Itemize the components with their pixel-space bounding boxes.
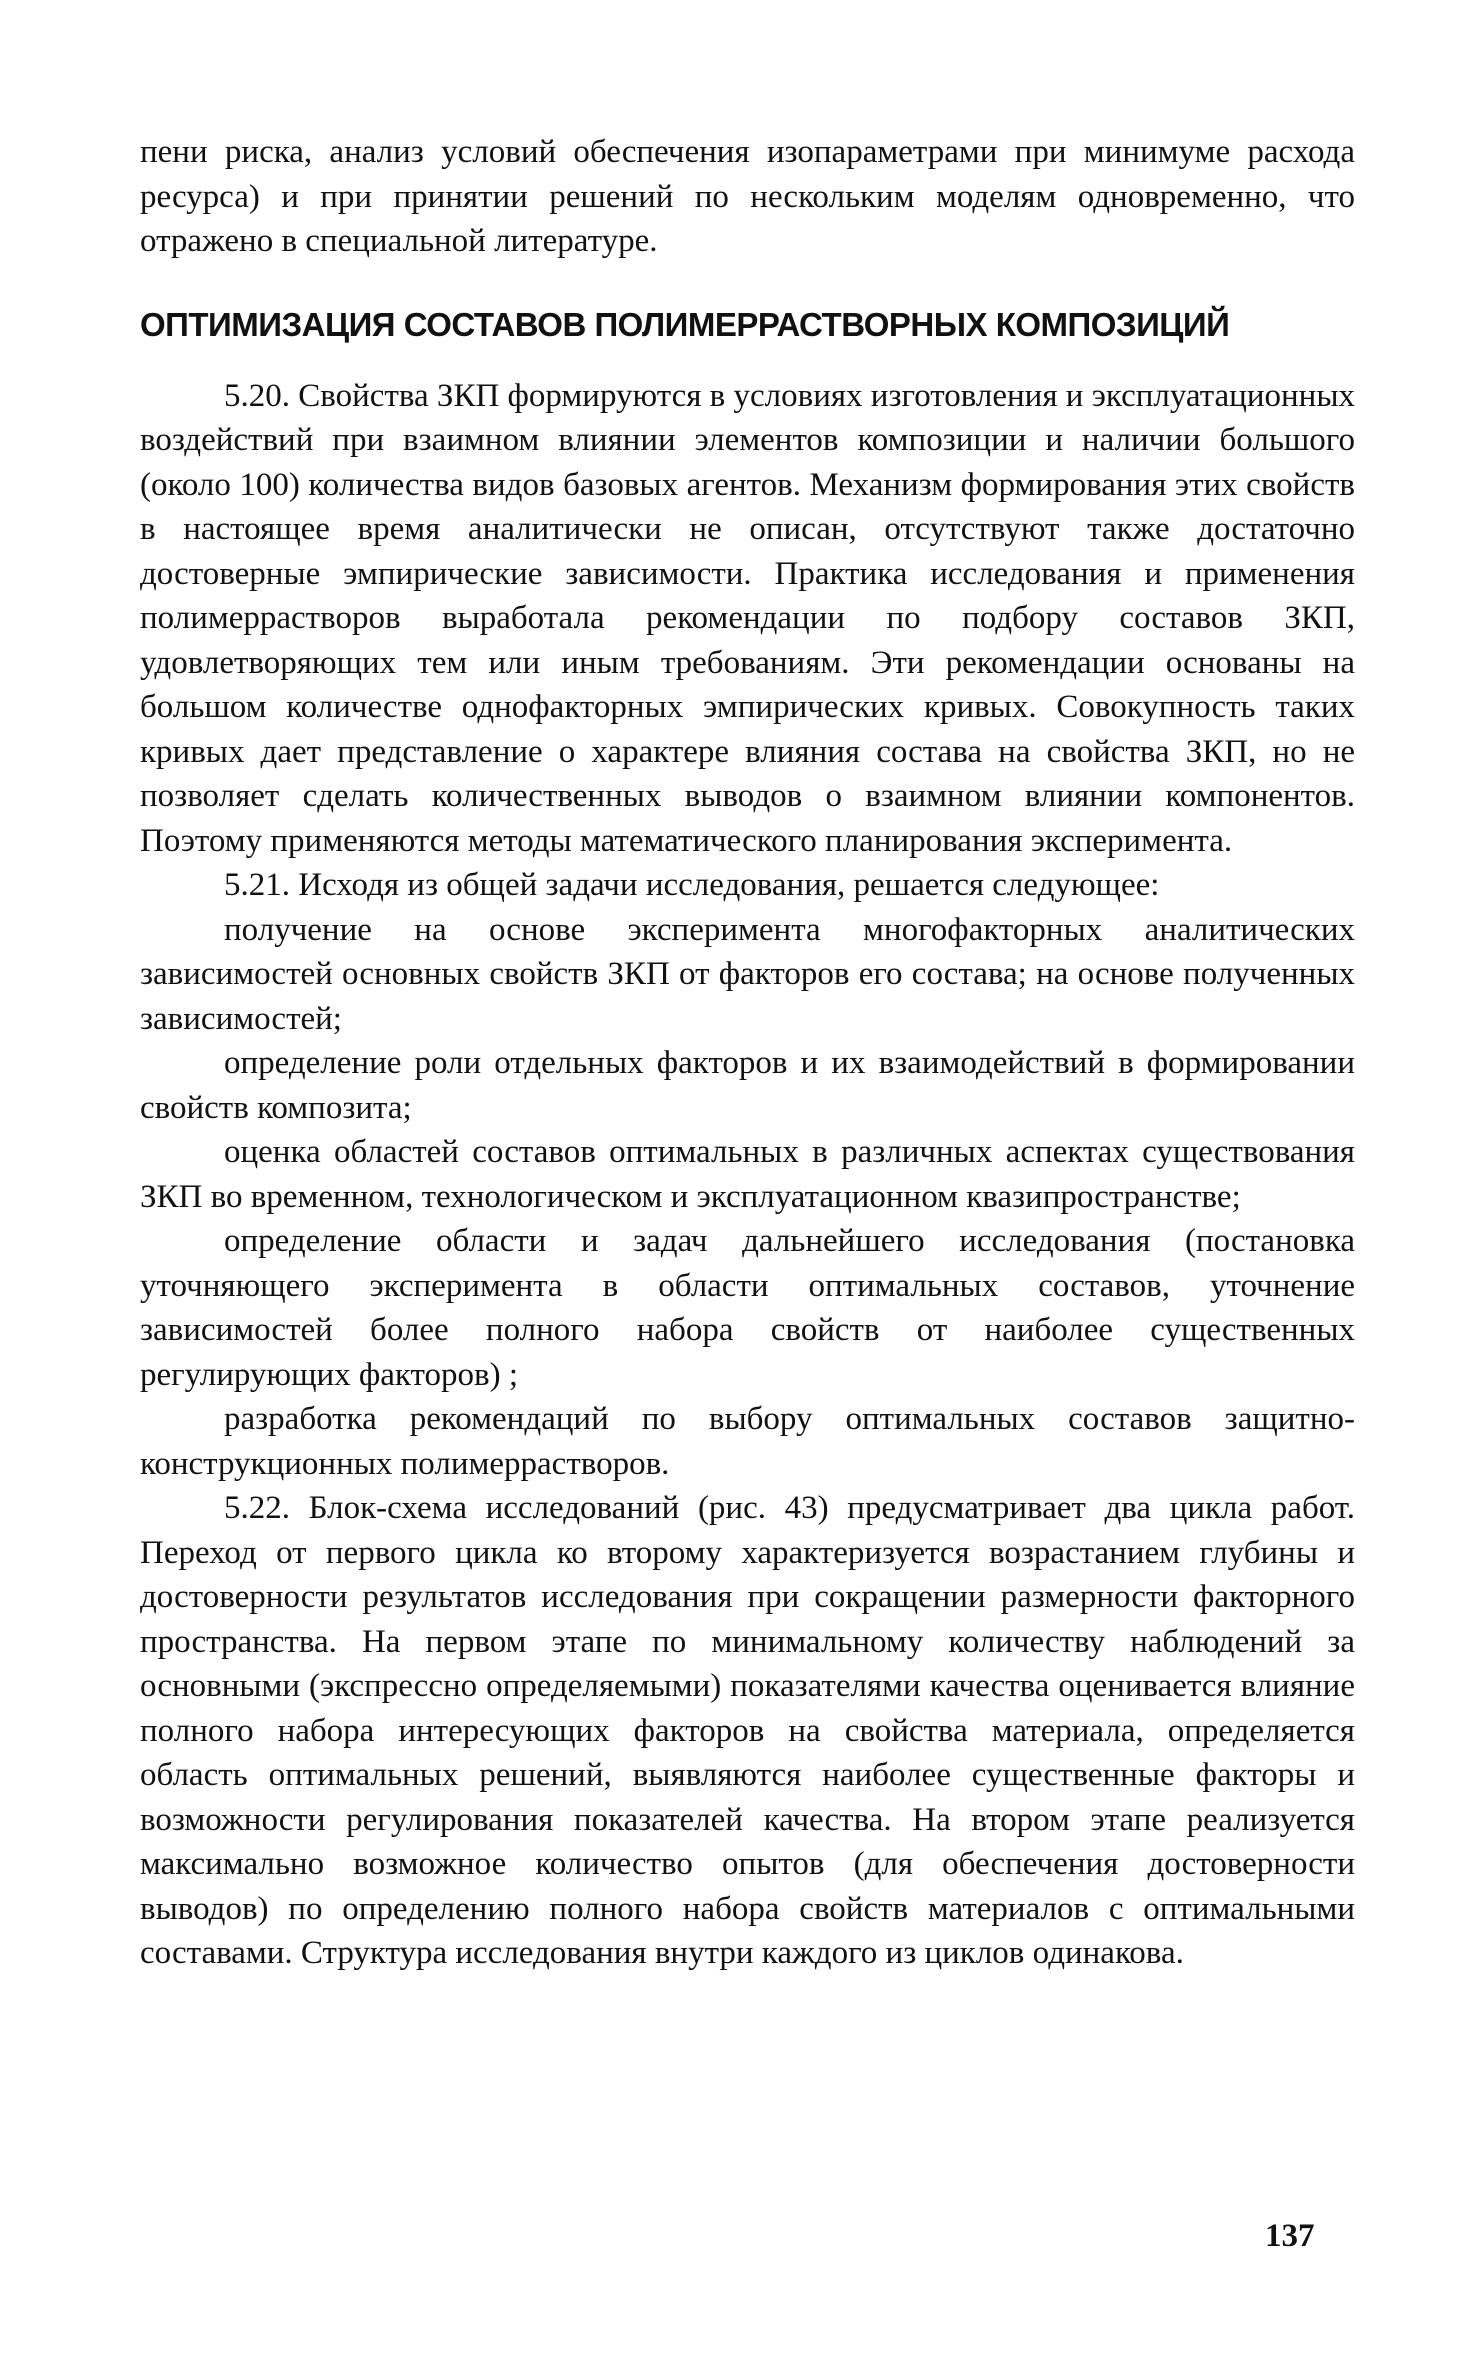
page-number: 137 (1265, 2218, 1315, 2254)
paragraph-5-22: 5.22. Блок-схема исследований (рис. 43) предусматривает два цикла работ. Переход от первого цикла ко второму характеризуется возрастанием глубины и достоверности результатов исследования при сокращении размерности факторного пространства. На первом этапе по минимальному количеству наблюдений за основными (экспрессно определяемыми) показателями качества оценивается влияние полного набора интересующих факторов на свойства материала, определяется область оптимальных решений, выявляются наиболее существенные факторы и возможности регулирования показателей качества. На втором этапе реализуется максимально возможное количество опытов (для обеспечения достоверности выводов) по определению полного набора свойств материалов с оптимальными составами. Структура исследования внутри каждого из циклов одинакова. (140, 1490, 1355, 1971)
list-item-analytic-dependencies: получение на основе эксперимента многофакторных аналитических зависимостей основных свойств ЗКП от факторов его состава; на основе полученных зависимостей; (140, 911, 1355, 1037)
paragraph-5-20: 5.20. Свойства ЗКП формируются в условиях изготовления и эксплуатационных воздействий при взаимном влиянии элементов композиции и наличии большого (около 100) количества видов базовых агентов. Механизм формирования этих свойств в настоящее время аналитически не описан, отсутствуют также достаточно достоверные эмпирические зависимости. Практика исследования и применения полимеррастворов выработала рекомендации по подбору составов ЗКП, удовлетворяющих тем или иным требованиям. Эти рекомендации основаны на большом количестве однофакторных эмпирических кривых. Совокупность таких кривых дает представление о характере влияния состава на свойства ЗКП, но не позволяет сделать количественных выводов о взаимном влиянии компонентов. Поэтому применяются методы математического планирования эксперимента. (140, 377, 1355, 859)
list-item-factor-roles: определение роли отдельных факторов и их взаимодействий в формировании свойств композита; (140, 1045, 1355, 1126)
list-item-further-research: определение области и задач дальнейшего исследования (постановка уточняющего эксперимента в области оптимальных составов, уточнение зависимостей более полного набора свойств от наиболее существенных регулирующих факторов) ; (140, 1223, 1355, 1393)
list-item-recommendations: разработка рекомендаций по выбору оптимальных составов защитно-конструкционных полимеррастворов. (140, 1401, 1355, 1482)
section-heading: ОПТИМИЗАЦИЯ СОСТАВОВ ПОЛИМЕРРАСТВОРНЫХ КОМПОЗИЦИЙ (140, 305, 1230, 343)
paragraph-5-21: 5.21. Исходя из общей задачи исследования, решается следующее: (224, 867, 1160, 903)
intro-paragraph: пени риска, анализ условий обеспечения изопараметрами при минимуме расхода ресурса) и при принятии решений по нескольким моделям одновременно, что отражено в специальной литературе. (140, 134, 1355, 259)
page-body (140, 130, 1355, 1976)
list-item-optimal-regions: оценка областей составов оптимальных в различных аспектах существования ЗКП во временном, технологическом и эксплуатационном квазипространстве; (140, 1134, 1355, 1215)
